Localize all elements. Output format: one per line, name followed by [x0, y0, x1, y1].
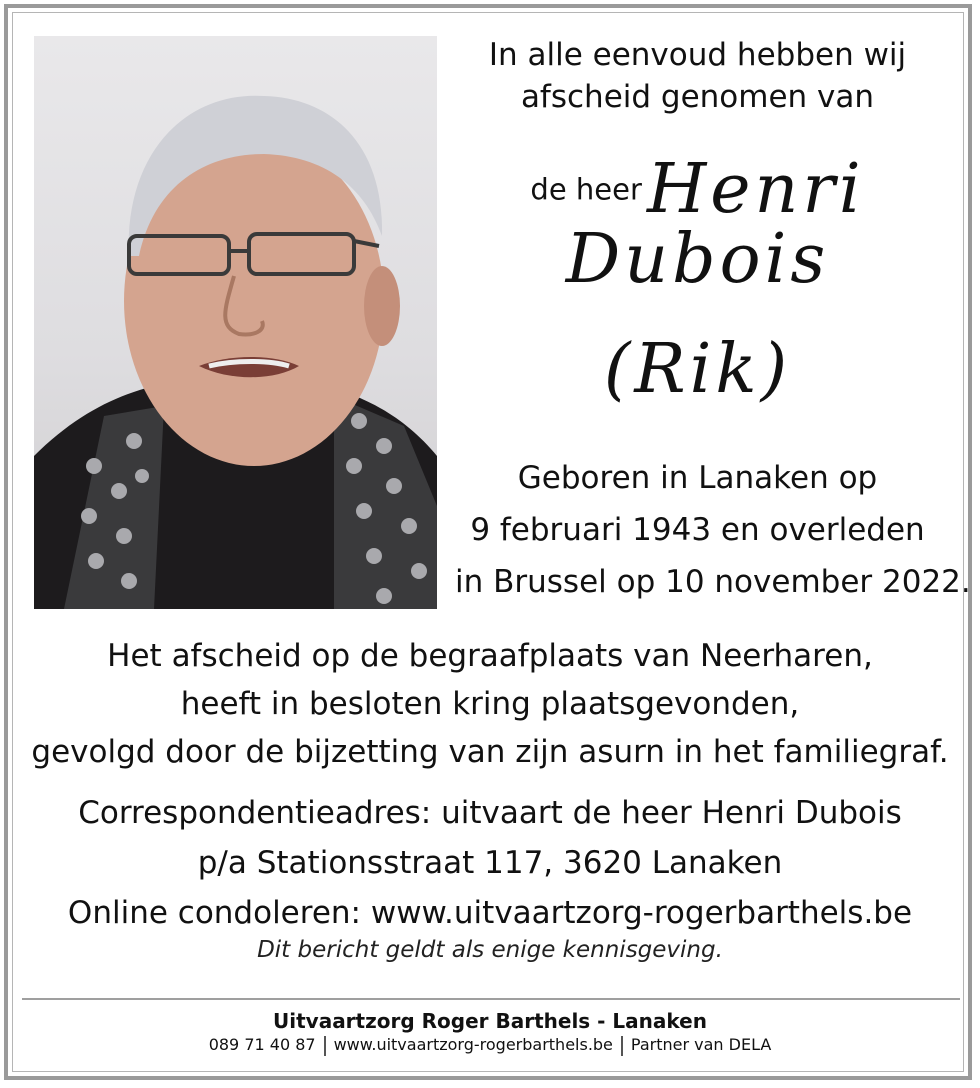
partner-text: Partner van DELA [630, 1035, 772, 1054]
portrait-photo [34, 36, 437, 609]
farewell-line: heeft in besloten kring plaatsgevonden, [180, 686, 800, 722]
life-line: 9 februari 1943 en overleden [470, 512, 925, 548]
first-name: Henri [646, 150, 865, 229]
separator [621, 1036, 623, 1056]
birth-death-text [455, 452, 971, 608]
footer-contact [14, 1034, 966, 1056]
website-link[interactable]: www.uitvaartzorg-rogerbarthels.be [333, 1035, 613, 1054]
life-line: Geboren in Lanaken op [517, 460, 878, 496]
farewell-line: gevolgd door de bijzetting van zijn asurn in het familiegraf. [31, 734, 949, 770]
last-name: Dubois [565, 220, 830, 299]
phone-number: 089 71 40 87 [208, 1035, 316, 1054]
name-line [455, 150, 940, 229]
farewell-text [14, 632, 966, 776]
postal-address: p/a Stationsstraat 117, 3620 Lanaken [197, 845, 783, 881]
nickname: (Rik) [603, 330, 792, 409]
intro-line: In alle eenvoud hebben wij [488, 37, 907, 73]
title-prefix: de heer [530, 172, 642, 207]
intro-text [455, 34, 940, 118]
life-line: in Brussel op 10 november 2022. [455, 564, 971, 600]
correspondence-text [14, 788, 966, 938]
intro-line: afscheid genomen van [520, 79, 875, 115]
farewell-line: Het afscheid op de begraafplaats van Neerharen, [107, 638, 873, 674]
separator [324, 1036, 326, 1056]
notice-text: Dit bericht geldt als enige kennisgeving. [257, 937, 723, 963]
funeral-home-name: Uitvaartzorg Roger Barthels - Lanaken [273, 1009, 707, 1033]
online-condolence: Online condoleren: www.uitvaartzorg-rogerbarthels.be [67, 895, 913, 931]
correspondence-address: Correspondentieadres: uitvaart de heer Henri Dubois [78, 795, 902, 831]
footer-divider [22, 998, 960, 1000]
